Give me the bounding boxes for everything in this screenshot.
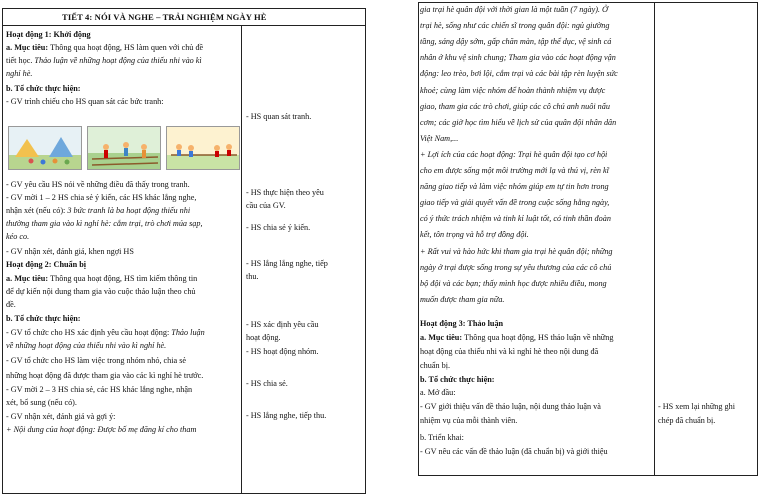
text-line: - GV yêu cầu HS nói về những điều đã thấy trong tranh. bbox=[6, 180, 190, 189]
text-run: 3 bức tranh là ba hoạt động thiếu nhi bbox=[67, 206, 191, 215]
tug-of-war-scene-image bbox=[166, 126, 240, 170]
text-line bbox=[6, 273, 197, 285]
text-line bbox=[6, 327, 205, 339]
text-line: cho em được sống một môi trường mới lạ và thú vị, rèn kĩ bbox=[420, 166, 609, 175]
text-line: + Nội dung của hoạt động: Được bố mẹ đăng kí cho tham bbox=[6, 425, 197, 434]
text-line: - HS thực hiện theo yêu bbox=[246, 188, 324, 197]
text-line: - HS chia sẻ. bbox=[246, 379, 288, 388]
text-run: Thảo luận bbox=[171, 328, 205, 337]
text-line: - HS lắng nghe, tiếp thu. bbox=[246, 411, 327, 420]
text-line: - GV nêu các vấn đề thảo luận (đã chuẩn bị) và giới thiệu bbox=[420, 447, 608, 456]
text-line: những hoạt động đã được tham gia vào các kì nghỉ hè trước. bbox=[6, 371, 204, 380]
illustration-row bbox=[8, 126, 240, 170]
text-line: hoạt động của thiếu nhi và kì nghỉ hè theo nội dung đã bbox=[420, 347, 599, 356]
text-line: a. Mở đầu: bbox=[420, 388, 456, 397]
text-run: Thảo luận về những hoạt động của thiếu nhi vào kì bbox=[34, 56, 202, 65]
text-line: - HS chia sẻ ý kiến. bbox=[246, 223, 311, 232]
text-line: đề. bbox=[6, 300, 16, 309]
lesson-title: TIẾT 4: NÓI VÀ NGHE – TRẢI NGHIỆM NGÀY HÈ bbox=[62, 12, 267, 22]
text-line: muốn được tham gia nữa. bbox=[420, 294, 505, 304]
column-divider bbox=[241, 25, 242, 494]
right-page bbox=[400, 0, 762, 504]
text-line: chuẩn bị. bbox=[420, 361, 451, 370]
text-line: giao, tham gia các trò chơi, giúp các cô chú anh nuôi nấu bbox=[420, 101, 610, 111]
text-line: - GV mời 1 – 2 HS chia sẻ ý kiến, các HS khác lắng nghe, bbox=[6, 193, 197, 202]
text-run: Thông qua hoạt động, HS thảo luận về những bbox=[464, 333, 614, 342]
text-line: khoẻ; cùng làm việc nhóm để hoàn thành nhiệm vụ được bbox=[420, 85, 606, 95]
text-line: b. Tổ chức thực hiện: bbox=[6, 84, 81, 93]
text-line: - HS lắng lắng nghe, tiếp bbox=[246, 259, 328, 268]
text-line: cầu của GV. bbox=[246, 201, 286, 210]
text-line bbox=[6, 42, 203, 54]
text-line: bộ đội và các bạn; thấy mình học được nhiều điều, mong bbox=[420, 278, 607, 288]
text-run: a. Mục tiêu: bbox=[6, 43, 51, 52]
text-line: gia trại hè quân đội với thời gian là một tuần (7 ngày). Ở bbox=[420, 5, 608, 14]
bamboo-dance-scene-image bbox=[87, 126, 161, 170]
text-line: nhân ở khu vệ sinh chung; Tham gia vào các hoạt động vận bbox=[420, 53, 616, 63]
text-line: Hoạt động 2: Chuẩn bị bbox=[6, 260, 87, 269]
text-line: hoạt động. bbox=[246, 333, 281, 342]
text-line: để dự kiến nội dung tham gia vào cuộc thảo luận theo chủ bbox=[6, 287, 196, 296]
text-line: cơm; các giờ học tìm hiểu về lịch sử của quân đội nhân dân bbox=[420, 117, 617, 127]
text-line: kéo co. bbox=[6, 232, 30, 241]
text-line: chép đã chuẩn bị. bbox=[658, 416, 716, 425]
text-line bbox=[420, 332, 613, 344]
text-line: b. Tổ chức thực hiện: bbox=[6, 314, 81, 323]
text-run: tiết học. bbox=[6, 56, 35, 65]
text-line: Hoạt động 1: Khởi động bbox=[6, 30, 91, 39]
text-line: trại hè, sống như các chiến sĩ trong quân đội: ngủ giường bbox=[420, 21, 610, 31]
text-line: - GV tổ chức cho HS làm việc trong nhóm nhỏ, chia sẻ bbox=[6, 356, 187, 365]
text-line bbox=[6, 205, 190, 217]
text-line: - HS quan sát tranh. bbox=[246, 112, 312, 121]
text-run: nhận xét (nếu có): bbox=[6, 206, 68, 215]
text-line: có ý thức trách nhiệm và tinh kỉ luật tốt, có tinh thần đoàn bbox=[420, 214, 611, 224]
text-line: - GV trình chiếu cho HS quan sát các bức tranh: bbox=[6, 97, 164, 106]
text-run: - GV tổ chức cho HS xác định yêu cầu hoạt động: bbox=[6, 328, 172, 337]
text-line: b. Tổ chức thực hiện: bbox=[420, 375, 495, 384]
text-line: nhiệm vụ của mỗi thành viên. bbox=[420, 416, 518, 425]
text-run: a. Mục tiêu: bbox=[420, 333, 465, 342]
text-line: - GV nhận xét, đánh giá, khen ngợi HS bbox=[6, 247, 134, 256]
text-line: nghỉ hè. bbox=[6, 69, 33, 78]
text-run: a. Mục tiêu: bbox=[6, 274, 51, 283]
text-line: thu. bbox=[246, 272, 259, 281]
text-line: về những hoạt động của thiếu nhi vào kì nghỉ hè. bbox=[6, 341, 167, 350]
text-line: thường tham gia vào kì nghỉ hè: cắm trại, trò chơi múa sạp, bbox=[6, 219, 203, 228]
camping-scene-image bbox=[8, 126, 82, 170]
text-run: Thông qua hoạt động, HS tìm kiếm thông tin bbox=[50, 274, 198, 283]
text-line: - HS hoạt động nhóm. bbox=[246, 347, 319, 356]
text-line: động: leo trèo, bơi lội, cắm trại và các bài tập rèn luyện sức bbox=[420, 69, 618, 79]
text-line: - GV nhận xét, đánh giá và gợi ý: bbox=[6, 412, 116, 421]
text-line: năng giao tiếp và làm việc nhóm giúp em tự tin hơn trong bbox=[420, 182, 609, 192]
text-line: + Rất vui và hào hức khi tham gia trại hè quân đội; những bbox=[420, 246, 613, 256]
text-line: - HS xác định yêu cầu bbox=[246, 320, 319, 329]
text-line: Việt Nam,... bbox=[420, 133, 459, 143]
page-gap bbox=[370, 0, 400, 504]
text-line: - HS xem lại những ghi bbox=[658, 402, 735, 411]
text-line: b. Triển khai: bbox=[420, 433, 464, 442]
right-column-divider bbox=[654, 2, 655, 476]
text-run: Thông qua hoạt động, HS làm quen với chủ đề bbox=[50, 43, 204, 52]
text-line: kết, tôn trọng và hỗ trợ đồng đội. bbox=[420, 230, 529, 240]
text-line: xét, bổ sung (nếu có). bbox=[6, 398, 77, 407]
text-line: ngày ở trại được sống trong sự yêu thương của các cô chú bbox=[420, 262, 612, 272]
text-line: Hoạt động 3: Thảo luận bbox=[420, 319, 504, 328]
left-page bbox=[0, 0, 370, 504]
text-line: tầng, sáng dậy sớm, gấp chăn màn, tập thể dục, vệ sinh cá bbox=[420, 37, 612, 47]
text-line: + Lợi ích của các hoạt động: Trại hè quân đội tạo cơ hội bbox=[420, 149, 608, 159]
text-line bbox=[6, 55, 202, 67]
text-line: - GV giới thiệu vấn đề thảo luận, nội dung thảo luận và bbox=[420, 402, 601, 411]
text-line: - GV mời 2 – 3 HS chia sẻ, các HS khác lắng nghe, nhận bbox=[6, 385, 193, 394]
title-divider bbox=[2, 25, 366, 26]
text-line: giao tiếp và giải quyết vấn đề trong cuộc sống hằng ngày, bbox=[420, 198, 610, 208]
